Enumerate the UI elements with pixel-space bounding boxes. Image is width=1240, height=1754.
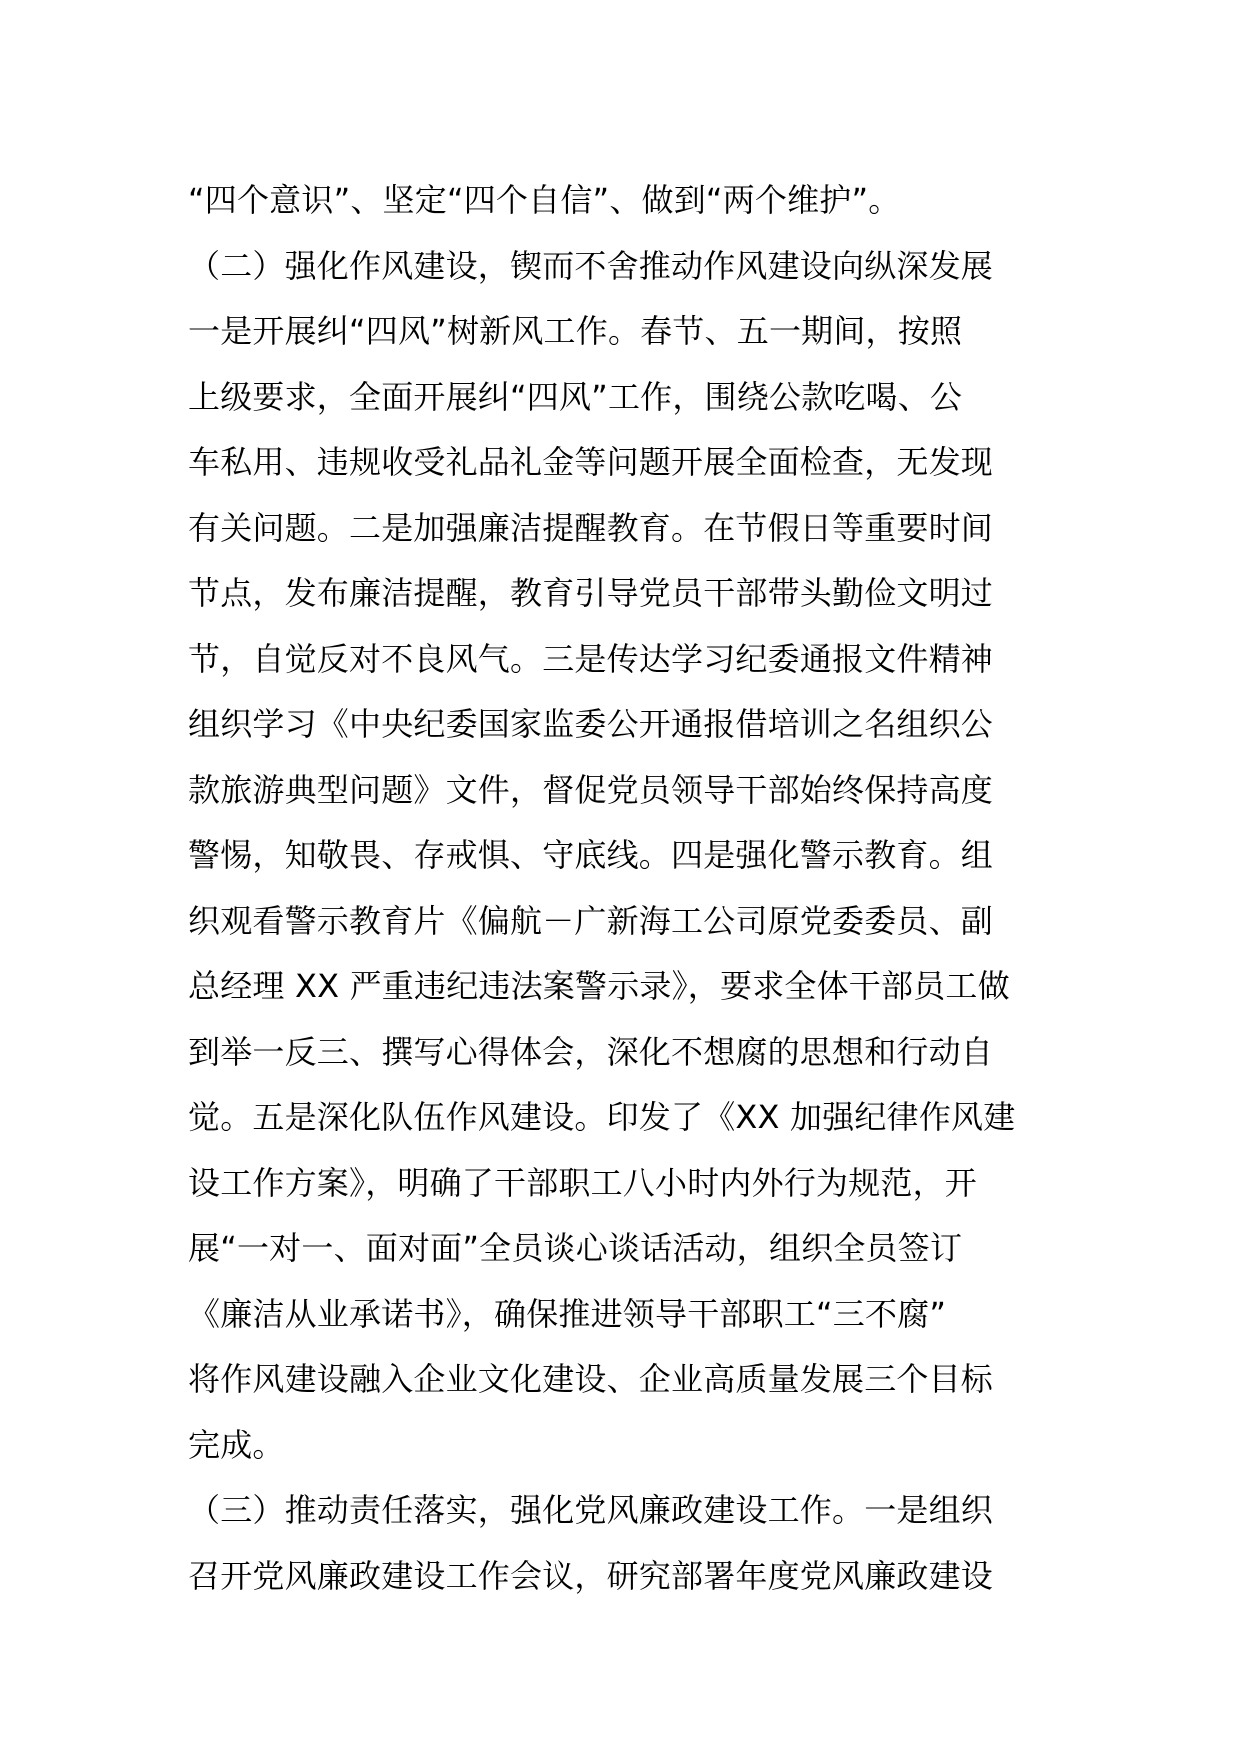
- text-line: 完成。: [188, 1425, 285, 1464]
- text-line: 警惕，知敬畏、存戒惧、守底线。四是强化警示教育。组: [188, 836, 994, 874]
- text-line: 设工作方案》，明确了干部职工八小时内外行为规范，开: [188, 1163, 978, 1202]
- text-line: 觉。五是深化队伍作风建设。印发了《XX 加强纪律作风建: [188, 1098, 1016, 1136]
- text-line: 织观看警示教育片《偏航－广新海工公司原党委委员、副: [188, 901, 994, 940]
- text-line: “四个意识”、坚定“四个自信”、做到“两个维护”。: [188, 181, 901, 219]
- text-line: 车私用、违规收受礼品礼金等问题开展全面检查，无发现: [188, 443, 994, 481]
- text-line: 一是开展纠“四风”树新风工作。春节、五一期间，按照: [188, 312, 963, 350]
- text-line: 节点，发布廉洁提醒，教育引导党员干部带头勤俭文明过: [188, 574, 994, 612]
- text-line: 有关问题。二是加强廉洁提醒教育。在节假日等重要时间: [188, 508, 994, 547]
- text-line: 款旅游典型问题》文件，督促党员领导干部始终保持高度: [188, 770, 994, 809]
- text-line: 总经理 XX 严重违纪违法案警示录》，要求全体干部员工做: [188, 967, 1010, 1005]
- text-line: 将作风建设融入企业文化建设、企业高质量发展三个目标: [188, 1360, 994, 1398]
- text-line: 组织学习《中央纪委国家监委公开通报借培训之名组织公: [188, 705, 994, 743]
- text-line: 展“一对一、面对面”全员谈心谈话活动，组织全员签订: [188, 1229, 963, 1267]
- section-heading: （二）强化作风建设，锲而不舍推动作风建设向纵深发展: [188, 246, 994, 285]
- text-line: 上级要求，全面开展纠“四风”工作，围绕公款吃喝、公: [188, 377, 963, 416]
- text-line: 节，自觉反对不良风气。三是传达学习纪委通报文件精神: [188, 639, 994, 678]
- text-line: 到举一反三、撰写心得体会，深化不想腐的思想和行动自: [188, 1032, 994, 1071]
- section-heading: （三）推动责任落实，强化党风廉政建设工作。一是组织: [188, 1491, 994, 1529]
- text-line: 《廉洁从业承诺书》，确保推进领导干部职工“三不腐”: [188, 1294, 947, 1333]
- text-line: 召开党风廉政建设工作会议，研究部署年度党风廉政建设: [188, 1556, 994, 1595]
- document-body: [188, 168, 1058, 1609]
